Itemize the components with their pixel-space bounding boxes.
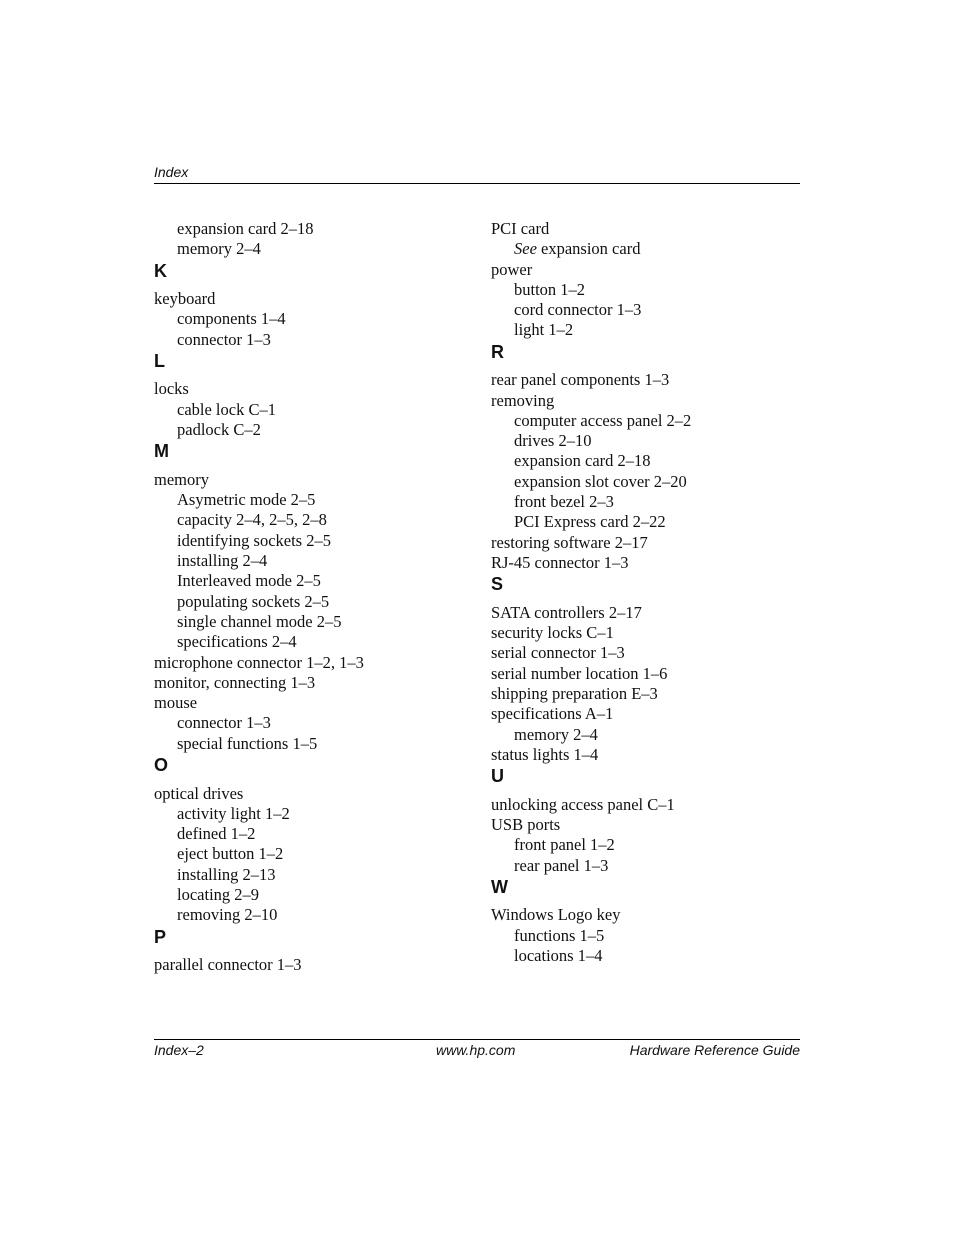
- index-entry: keyboard: [154, 289, 216, 309]
- footer-website: www.hp.com: [436, 1042, 516, 1058]
- index-letter-heading: O: [154, 755, 169, 776]
- index-subentry: connector 1–3: [177, 713, 271, 733]
- index-entry: memory: [154, 469, 209, 489]
- index-subentry: removing 2–10: [177, 905, 278, 925]
- index-subentry: installing 2–13: [177, 864, 276, 884]
- footer-page-number: Index–2: [154, 1042, 204, 1058]
- running-header: Index: [154, 164, 189, 180]
- index-entry: mouse: [154, 693, 198, 713]
- index-subentry: drives 2–10: [514, 431, 592, 451]
- index-subentry: Asymetric mode 2–5: [177, 490, 316, 510]
- index-subentry: light 1–2: [514, 320, 574, 340]
- index-subentry: memory 2–4: [514, 724, 598, 744]
- index-letter-heading: P: [154, 926, 167, 947]
- index-entry: unlocking access panel C–1: [491, 794, 675, 814]
- index-letter-heading: W: [491, 876, 508, 897]
- index-subentry: components 1–4: [177, 309, 286, 329]
- index-entry: parallel connector 1–3: [154, 955, 302, 975]
- index-subentry: connector 1–3: [177, 329, 271, 349]
- index-subentry: front panel 1–2: [514, 835, 615, 855]
- index-entry: serial connector 1–3: [491, 643, 625, 663]
- index-subentry: capacity 2–4, 2–5, 2–8: [177, 510, 327, 530]
- index-subentry: PCI Express card 2–22: [514, 512, 666, 532]
- index-entry: SATA controllers 2–17: [491, 602, 642, 622]
- index-entry: locks: [154, 379, 189, 399]
- index-subentry: expansion slot cover 2–20: [514, 471, 687, 491]
- index-column-left: [154, 219, 464, 975]
- index-letter-heading: R: [491, 341, 504, 362]
- index-subentry: expansion card 2–18: [514, 451, 651, 471]
- index-letter-heading: U: [491, 766, 504, 787]
- index-subentry: identifying sockets 2–5: [177, 530, 331, 550]
- index-entry: Windows Logo key: [491, 905, 621, 925]
- index-entry: status lights 1–4: [491, 744, 599, 764]
- index-subentry: button 1–2: [514, 279, 586, 299]
- index-entry: optical drives: [154, 783, 244, 803]
- index-subentry: special functions 1–5: [177, 733, 318, 753]
- index-subentry: cord connector 1–3: [514, 300, 642, 320]
- index-subentry: installing 2–4: [177, 551, 268, 571]
- index-subentry: expansion card 2–18: [177, 219, 314, 238]
- footer-guide-title: Hardware Reference Guide: [629, 1042, 800, 1058]
- footer-rule: [154, 1039, 800, 1040]
- index-subentry: computer access panel 2–2: [514, 410, 692, 430]
- index-subentry: functions 1–5: [514, 925, 605, 945]
- index-subentry: single channel mode 2–5: [177, 611, 342, 631]
- index-entry: rear panel components 1–3: [491, 370, 670, 390]
- index-subentry: cable lock C–1: [177, 399, 276, 419]
- index-letter-heading: S: [491, 574, 504, 595]
- index-entry: microphone connector 1–2, 1–3: [154, 652, 364, 672]
- index-subentry: memory 2–4: [177, 239, 261, 259]
- index-subentry: locating 2–9: [177, 885, 260, 905]
- index-see-reference: [491, 239, 801, 259]
- index-entry: serial number location 1–6: [491, 663, 668, 683]
- see-label: See: [514, 239, 537, 259]
- index-letter-heading: M: [154, 441, 169, 462]
- header-rule: [154, 183, 800, 184]
- index-subentry: rear panel 1–3: [514, 855, 609, 875]
- index-entry: USB ports: [491, 814, 561, 834]
- index-entry: shipping preparation E–3: [491, 683, 658, 703]
- see-target: expansion card: [541, 239, 641, 259]
- index-letter-heading: K: [154, 260, 167, 281]
- index-entry: removing: [491, 390, 555, 410]
- index-subentry: locations 1–4: [514, 945, 603, 965]
- index-entry: power: [491, 259, 533, 279]
- index-subentry: specifications 2–4: [177, 632, 297, 652]
- index-column-right: [491, 219, 801, 966]
- index-entry: specifications A–1: [491, 704, 614, 724]
- index-entry: restoring software 2–17: [491, 532, 648, 552]
- index-subentry: front bezel 2–3: [514, 492, 614, 512]
- index-entry: monitor, connecting 1–3: [154, 672, 316, 692]
- index-subentry: activity light 1–2: [177, 803, 290, 823]
- index-subentry: defined 1–2: [177, 824, 256, 844]
- index-letter-heading: L: [154, 350, 165, 371]
- index-subentry: eject button 1–2: [177, 844, 284, 864]
- index-entry: RJ-45 connector 1–3: [491, 552, 629, 572]
- index-subentry: populating sockets 2–5: [177, 591, 330, 611]
- index-subentry: padlock C–2: [177, 420, 261, 440]
- index-subentry: Interleaved mode 2–5: [177, 571, 321, 591]
- index-entry: PCI card: [491, 219, 550, 238]
- index-entry: security locks C–1: [491, 623, 614, 643]
